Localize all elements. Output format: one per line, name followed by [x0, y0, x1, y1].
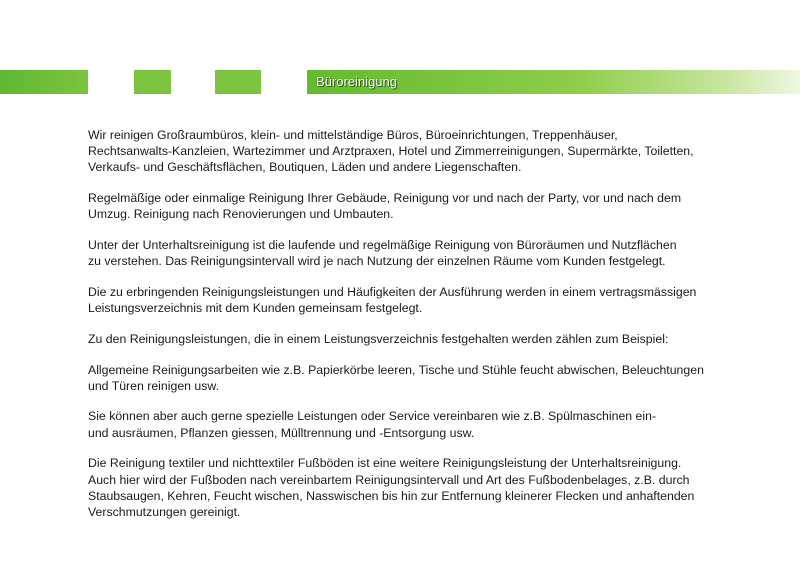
header-block [215, 70, 261, 94]
paragraph: Regelmäßige oder einmalige Reinigung Ihrer Gebäude, Reinigung vor und nach der Party, vor und nach dem Umzug. Reinigung nach Renovierungen und Umbauten. [88, 191, 682, 222]
header-gap [171, 70, 215, 94]
paragraph: Wir reinigen Großraumbüros, klein- und mittelständige Büros, Büroeinrichtungen, Treppenhäuser, Rechtsanwalts-Kanzleien, Wartezimmer und Arztpraxen, Hotel und Zimmerreinigungen, Supermärkte, Toiletten, Verkaufs- und Geschäftsflächen, Boutiquen, Läden und andere Liegenschaften. [88, 128, 694, 175]
paragraph: Sie können aber auch gerne spezielle Leistungen oder Service vereinbaren wie z.B. Spülmaschinen ein- und ausräumen, Pflanzen giessen, Mülltrennung und -Entsorgung usw. [88, 409, 657, 440]
header-gap [88, 70, 134, 94]
header-bar [0, 70, 800, 94]
page-title: Büroreinigung [316, 74, 397, 89]
paragraph: Die zu erbringenden Reinigungsleistungen und Häufigkeiten der Ausführung werden in einem vertragsmässigen Leistungsverzeichnis mit dem Kunden gemeinsam festgelegt. [88, 284, 697, 316]
paragraph: Unter der Unterhaltsreinigung ist die laufende und regelmäßige Reinigung von Büroräumen und Nutzflächen zu verstehen. Das Reinigungsintervall wird je nach Nutzung der einzelnen Räume vom Kunden festgelegt. [88, 238, 677, 269]
paragraph: Zu den Reinigungsleistungen, die in einem Leistungsverzeichnis festgehalten werden zählen zum Beispiel: [88, 331, 669, 346]
paragraph: Die Reinigung textiler und nichttextiler Fußböden ist eine weitere Reinigungsleistung der Unterhaltsreinigung. Auch hier wird der Fußboden nach vereinbartem Reinigungsintervall und Art des Fußbodenbelages, z.B. durch Staubsaugen, Kehren, Feucht wischen, Nasswischen bis hin zur Entfernung kleinerer Flecken und anhaftenden Verschmutzungen gereinigt. [88, 456, 695, 519]
header-block [134, 70, 171, 94]
header-block [0, 70, 88, 94]
content-body [88, 127, 768, 535]
paragraph: Allgemeine Reinigungsarbeiten wie z.B. Papierkörbe leeren, Tische und Stühle feucht abwischen, Beleuchtungen und Türen reinigen usw. [88, 362, 704, 393]
header-gap [261, 70, 307, 94]
